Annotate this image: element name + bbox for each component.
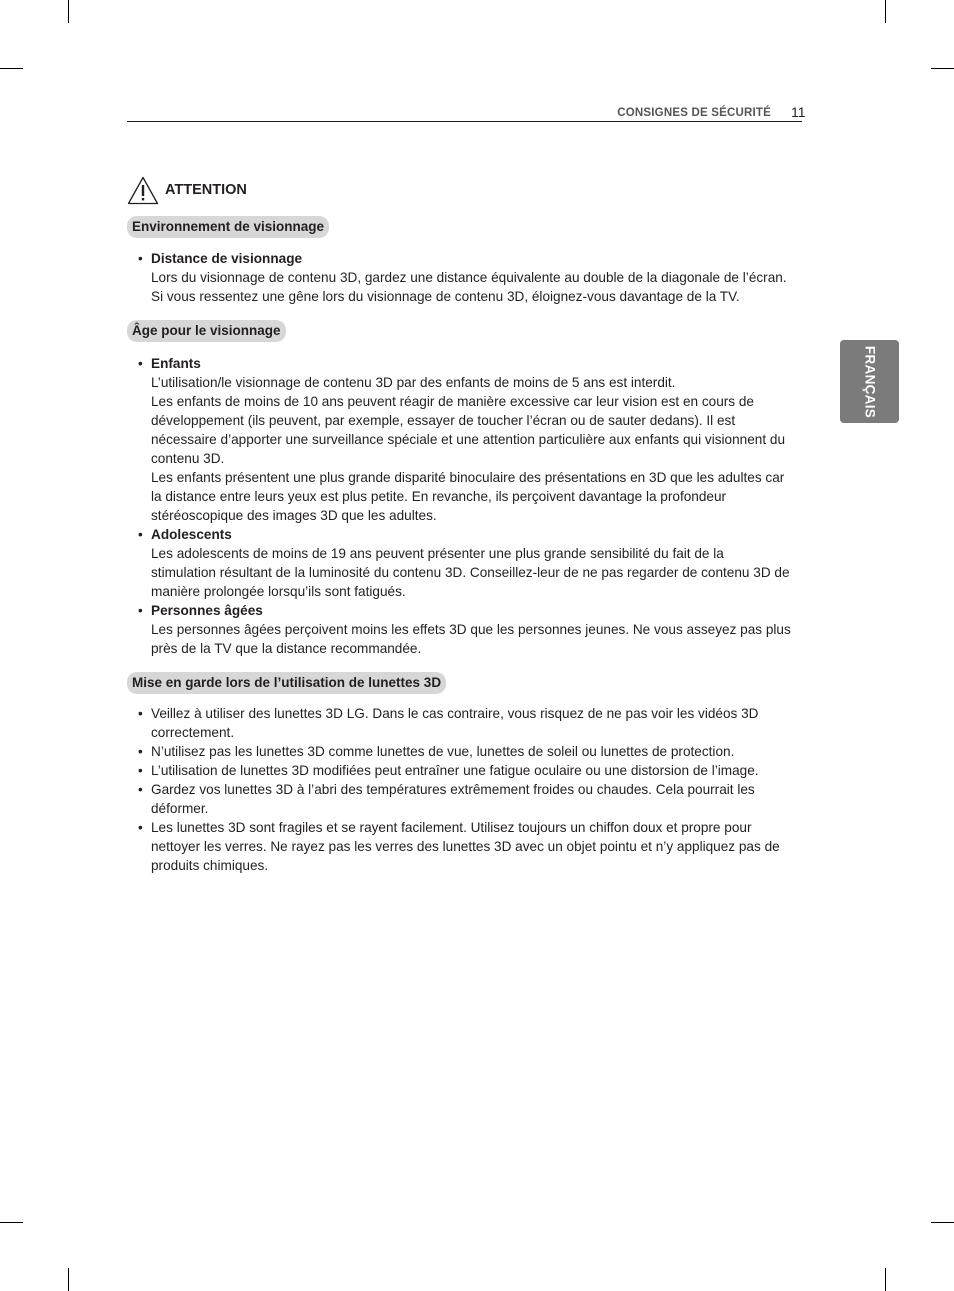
section-title: Mise en garde lors de l’utilisation de lunettes 3D <box>127 672 446 694</box>
section-list <box>127 704 792 875</box>
bullet-icon: • <box>138 820 143 835</box>
item-paragraph: Les adolescents de moins de 19 ans peuvent présenter une plus grande sensibilité du fait de la stimulation résultant de la luminosité du contenu 3D. Conseillez-leur de ne pas regarder de contenu 3D de manière prolongée lorsqu’ils sont fatigués. <box>151 546 790 599</box>
list-item <box>127 601 792 658</box>
list-item <box>127 780 792 818</box>
item-paragraph: Lors du visionnage de contenu 3D, gardez une distance équivalente au double de la diagonale de l’écran. Si vous ressentez une gêne lors du visionnage de contenu 3D, éloignez-vous davantage de la TV. <box>151 270 787 304</box>
section-list <box>127 249 792 306</box>
page-number: 11 <box>791 104 806 120</box>
item-title: Personnes âgées <box>151 603 263 618</box>
section-block <box>127 320 792 658</box>
item-paragraph: Les enfants présentent une plus grande disparité binoculaire des présentations en 3D que les adultes car la distance entre leurs yeux est plus petite. En revanche, ils perçoivent davantage la profondeur stéréoscopique des images 3D que les adultes. <box>151 470 785 523</box>
bullet-icon: • <box>138 706 143 721</box>
item-paragraph: L’utilisation/le visionnage de contenu 3D par des enfants de moins de 5 ans est interdit. <box>151 375 676 390</box>
sections-container <box>127 216 792 875</box>
list-item <box>127 704 792 742</box>
crop-mark <box>68 0 69 23</box>
bullet-icon: • <box>138 251 143 266</box>
bullet-icon: • <box>138 603 143 618</box>
header-section-title: CONSIGNES DE SÉCURITÉ <box>617 107 771 119</box>
item-paragraph: Veillez à utiliser des lunettes 3D LG. Dans le cas contraire, vous risquez de ne pas voir les vidéos 3D correctement. <box>151 706 759 740</box>
item-paragraph: Les lunettes 3D sont fragiles et se rayent facilement. Utilisez toujours un chiffon doux et propre pour nettoyer les verres. Ne rayez pas les verres des lunettes 3D avec un objet pointu et n’y appliquez pas de produits chimiques. <box>151 820 780 873</box>
item-title: Distance de visionnage <box>151 251 303 266</box>
crop-mark <box>885 0 886 23</box>
item-paragraph: Les personnes âgées perçoivent moins les effets 3D que les personnes jeunes. Ne vous asseyez pas plus près de la TV que la distance recommandée. <box>151 622 791 656</box>
warning-triangle-icon <box>127 176 159 205</box>
item-paragraph: Gardez vos lunettes 3D à l’abri des températures extrêmement froides ou chaudes. Cela pourrait les déformer. <box>151 782 755 816</box>
crop-mark <box>0 68 23 69</box>
bullet-icon: • <box>138 356 143 371</box>
item-title: Adolescents <box>151 527 232 542</box>
list-item <box>127 525 792 601</box>
bullet-icon: • <box>138 782 143 797</box>
section-title: Âge pour le visionnage <box>127 320 286 342</box>
crop-mark <box>931 1222 954 1223</box>
list-item <box>127 742 792 761</box>
section-title: Environnement de visionnage <box>127 216 329 238</box>
item-paragraph: Les enfants de moins de 10 ans peuvent réagir de manière excessive car leur vision est en cours de développement (ils peuvent, par exemple, essayer de toucher l’écran ou de sauter dedans). Il est nécessaire d’apporter une surveillance spéciale et une attention particulière aux enfants qui visionnent du contenu 3D. <box>151 394 786 466</box>
item-paragraph: L’utilisation de lunettes 3D modifiées peut entraîner une fatigue oculaire ou une distorsion de l’image. <box>151 763 759 778</box>
item-paragraph: N’utilisez pas les lunettes 3D comme lunettes de vue, lunettes de soleil ou lunettes de protection. <box>151 744 735 759</box>
crop-mark <box>931 68 954 69</box>
list-item <box>127 761 792 780</box>
header-divider <box>127 121 802 122</box>
attention-label: ATTENTION <box>165 181 247 198</box>
list-item <box>127 818 792 875</box>
crop-mark <box>885 1268 886 1291</box>
section-block <box>127 672 792 875</box>
list-item <box>127 354 792 525</box>
list-item <box>127 249 792 306</box>
attention-heading <box>127 175 792 205</box>
language-tab <box>840 340 899 423</box>
bullet-icon: • <box>138 763 143 778</box>
crop-mark <box>68 1268 69 1291</box>
item-title: Enfants <box>151 356 201 371</box>
bullet-icon: • <box>138 527 143 542</box>
bullet-icon: • <box>138 744 143 759</box>
crop-mark <box>0 1222 23 1223</box>
section-list <box>127 354 792 658</box>
section-block <box>127 216 792 306</box>
language-tab-label: FRANÇAIS <box>862 345 877 418</box>
page-content <box>127 175 792 875</box>
